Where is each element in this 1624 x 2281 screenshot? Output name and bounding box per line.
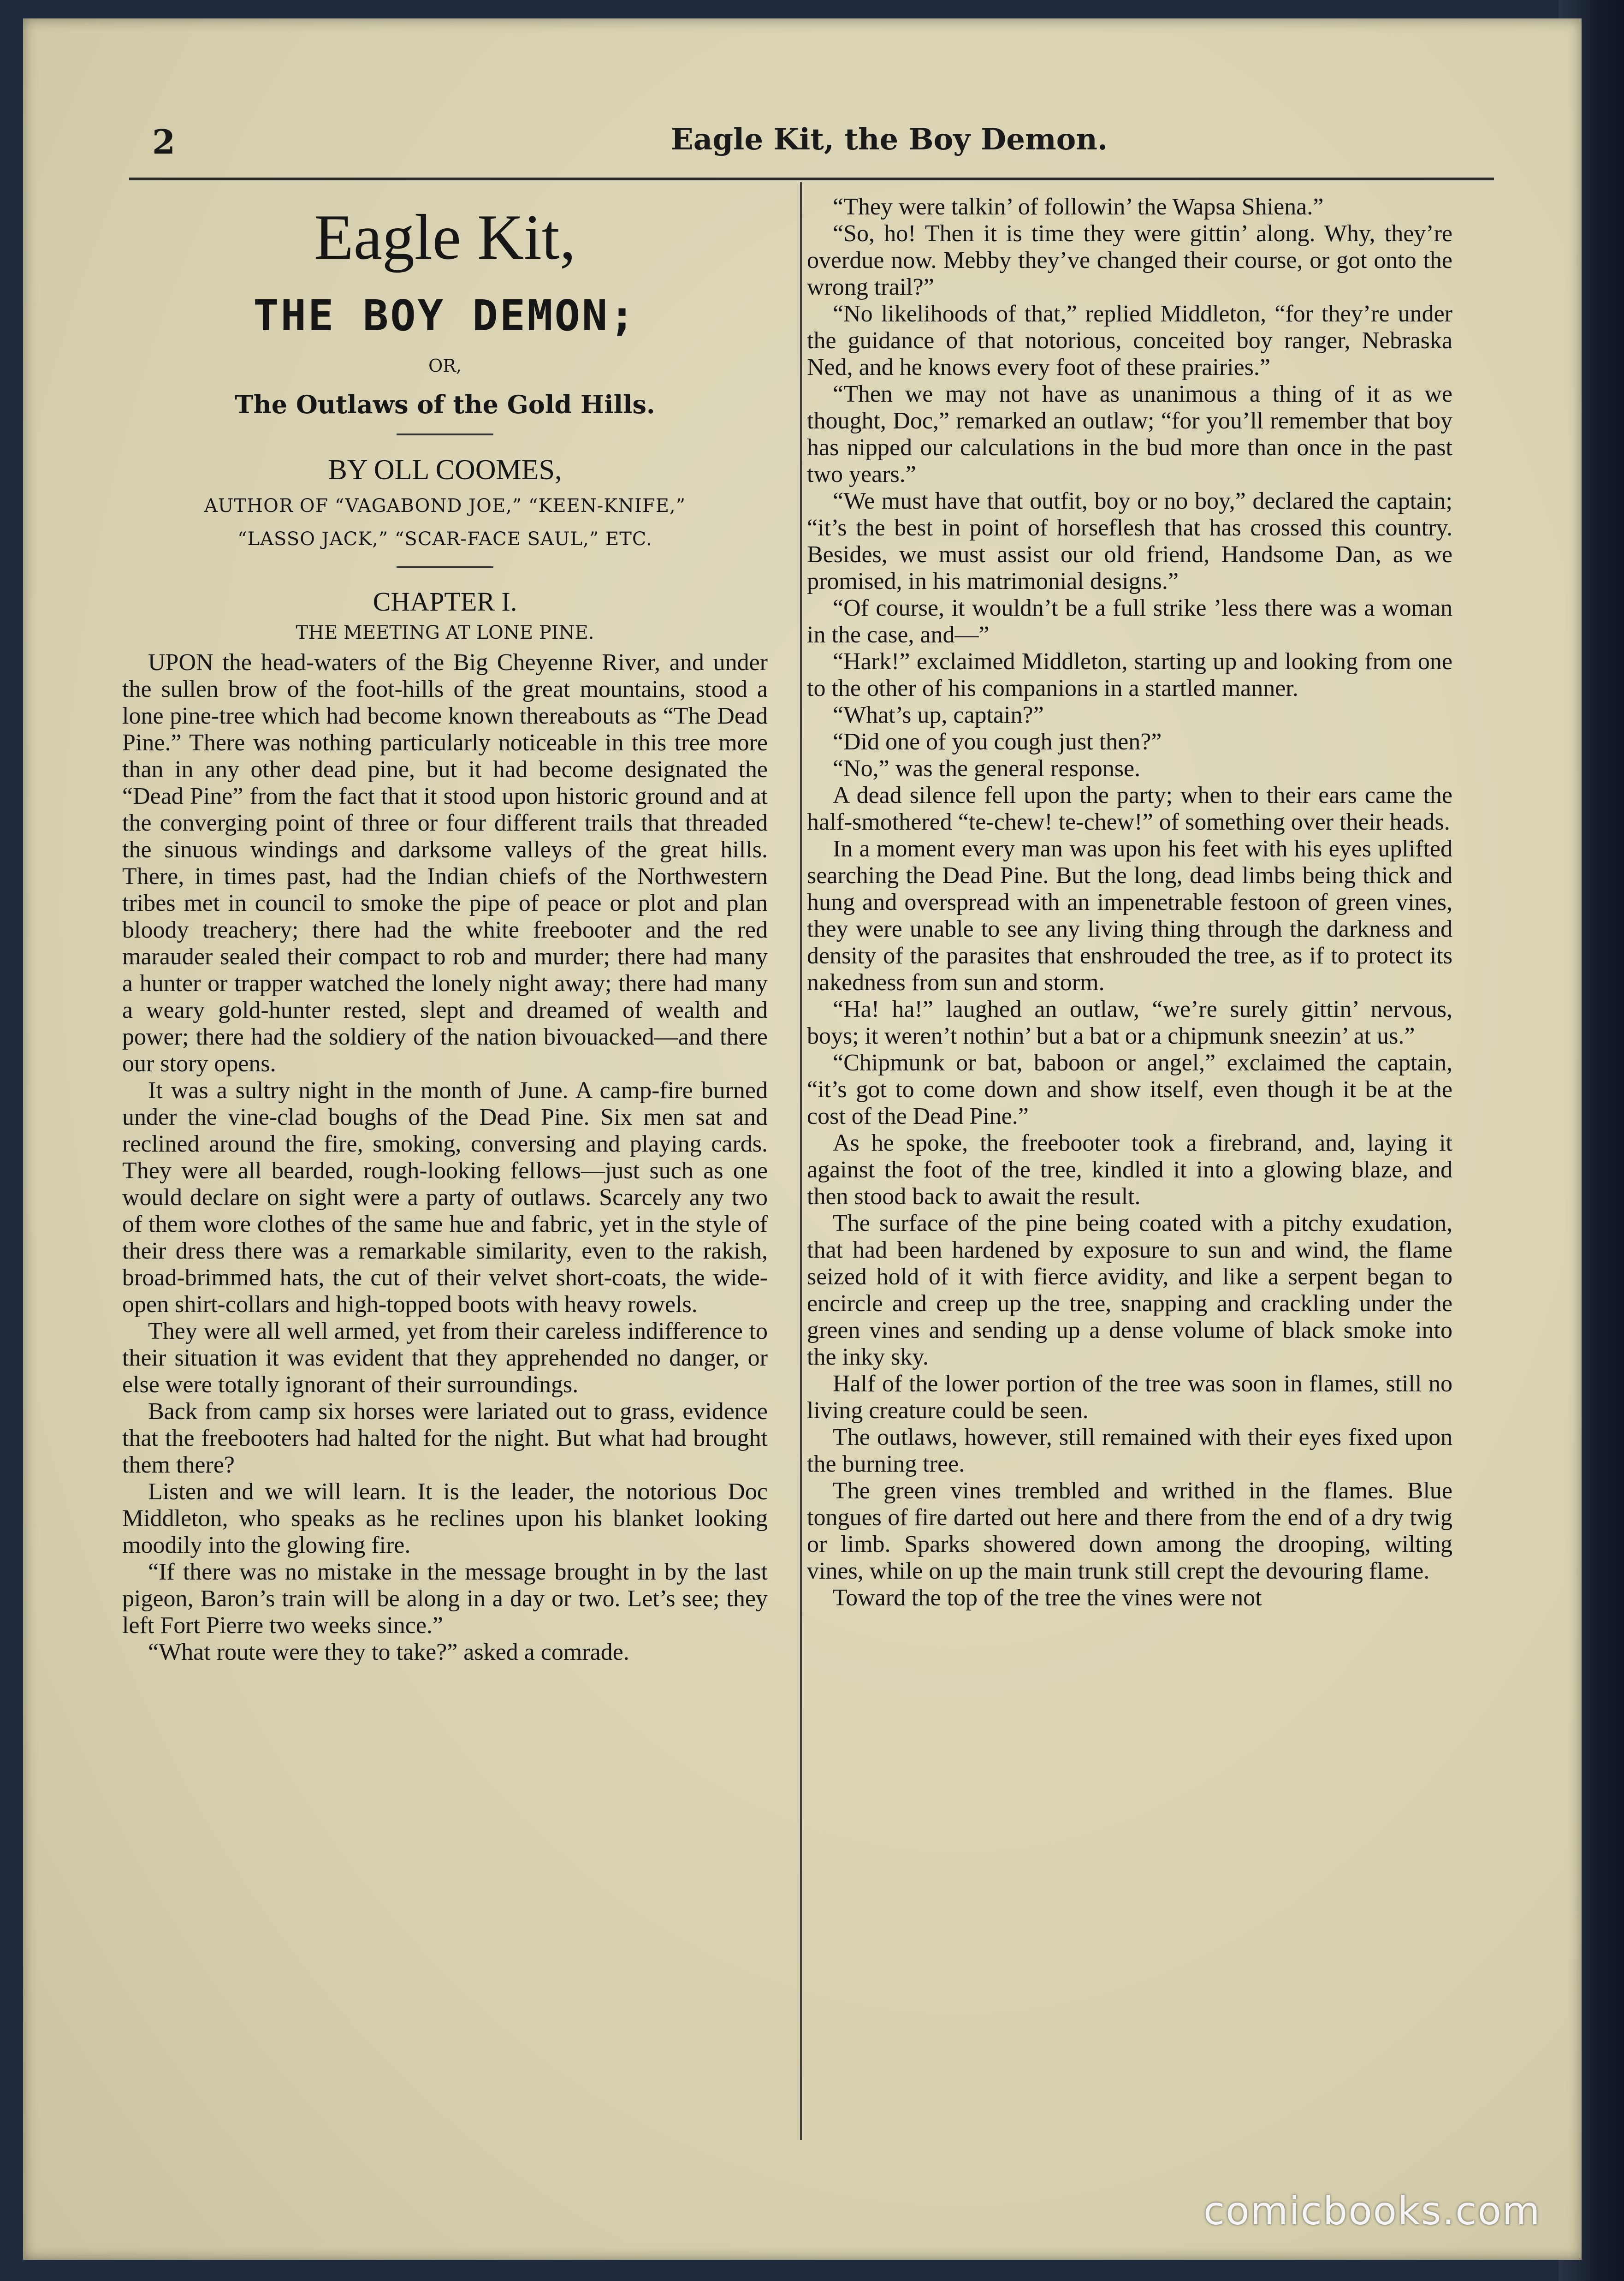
paragraph: “They were talkin’ of followin’ the Wapsa Shiena.”: [833, 194, 1324, 220]
paragraph: “Ha! ha!” laughed an outlaw, “we’re surely gittin’ nervous, boys; it weren’t nothin’ but a bat or a chipmunk sneezin’ at us.”: [807, 996, 1452, 1049]
right-column: [807, 194, 1452, 1611]
column-divider: [800, 182, 802, 2140]
paragraph: “Of course, it wouldn’t be a full strike ’less there was a woman in the case, and—”: [807, 595, 1452, 648]
byline: BY OLL COOMES,: [328, 454, 562, 486]
paragraph: “What’s up, captain?”: [833, 702, 1044, 728]
watermark: comicbooks.com: [1203, 2188, 1541, 2233]
paragraph: The outlaws, however, still remained with their eyes fixed upon the burning tree.: [807, 1424, 1452, 1477]
header-rule: [129, 178, 1494, 180]
page-header: [129, 118, 1494, 168]
alternate-title: The Outlaws of the Gold Hills.: [235, 390, 655, 419]
chapter-heading: CHAPTER I.: [373, 587, 517, 617]
page-number: 2: [152, 122, 176, 161]
story-title: Eagle Kit,: [314, 202, 576, 273]
chapter-title: THE MEETING AT LONE PINE.: [296, 622, 594, 643]
paragraph: “Hark!” exclaimed Middleton, starting up and looking from one to the other of his companions in a startled manner.: [807, 648, 1452, 701]
paragraph: “Then we may not have as unanimous a thing of it as we thought, Doc,” remarked an outlaw; “for you’ll remember that boy has nipped our calculations in the bud more than once in the past two years.”: [807, 381, 1452, 487]
paragraph: The green vines trembled and writhed in the flames. Blue tongues of fire darted out here and there from the end of a dry twig or limb. Sparks showered down among the drooping, wilting vines, while on up the main trunk still crept the devouring flame.: [807, 1478, 1452, 1584]
author-credits-line-2: “LASSO JACK,” “SCAR-FACE SAUL,” ETC.: [237, 529, 652, 550]
paragraph: As he spoke, the freebooter took a firebrand, and, laying it against the foot of the tree, kindled it into a glowing blaze, and then stood back to await the result.: [807, 1130, 1452, 1210]
paragraph: Half of the lower portion of the tree was soon in flames, still no living creature could be seen.: [807, 1371, 1452, 1424]
paragraph: “No,” was the general response.: [833, 755, 1141, 782]
paragraph: “What route were they to take?” asked a comrade.: [148, 1639, 629, 1665]
title-block: [122, 203, 768, 645]
paragraph: “We must have that outfit, boy or no boy,” declared the captain; “it’s the best in point of horseflesh that has crossed this country. Besides, we must assist our old friend, Handsome Dan, as we promised, in his matrimonial designs.”: [807, 488, 1452, 594]
running-title: Eagle Kit, the Boy Demon.: [671, 122, 1108, 157]
paragraph: Listen and we will learn. It is the leader, the notorious Doc Middleton, who speaks as he reclines upon his blanket looking moodily into the glowing fire.: [122, 1479, 768, 1558]
paragraph: Toward the top of the tree the vines were not: [833, 1585, 1262, 1611]
paragraph: A dead silence fell upon the party; when to their ears came the half-smothered “te-chew! te-chew!” of something over their heads.: [807, 782, 1452, 835]
title-or: OR,: [428, 356, 462, 376]
left-column: [122, 194, 768, 1666]
paragraph: “Chipmunk or bat, baboon or angel,” exclaimed the captain, “it’s got to come down and show itself, even though it be at the cost of the Dead Pine.”: [807, 1050, 1452, 1129]
paragraph: “No likelihoods of that,” replied Middleton, “for they’re under the guidance of that notorious, conceited boy ranger, Nebraska Ned, and he knows every foot of these prairies.”: [807, 301, 1452, 380]
paragraph: In a moment every man was upon his feet with his eyes uplifted searching the Dead Pine. But the long, dead limbs being thick and hung and overspread with an impenetrable festoon of green vines, they were unable to see any living thing through the darkness and density of the parasites that enshrouded the tree, as if to protect its nakedness from sun and storm.: [807, 836, 1452, 996]
paragraph: It was a sultry night in the month of June. A camp-fire burned under the vine-clad boughs of the Dead Pine. Six men sat and reclined around the fire, smoking, conversing and playing cards. They were all bearded, rough-looking fellows—just such as one would declare on sight were a party of outlaws. Scarcely any two of them wore clothes of the same hue and fabric, yet in the style of their dress there was a remarkable similarity, even to the rakish, broad-brimmed hats, the cut of their velvet short-coats, the wide-open shirt-collars and high-topped boots with heavy rowels.: [122, 1077, 768, 1318]
byline-rule: [397, 566, 493, 568]
paragraph: “So, ho! Then it is time they were gittin’ along. Why, they’re overdue now. Mebby they’ve changed their course, or got onto the wrong trail?”: [807, 220, 1452, 300]
paragraph: Back from camp six horses were lariated out to grass, evidence that the freebooters had halted for the night. But what had brought them there?: [122, 1398, 768, 1478]
paragraph: UPON the head-waters of the Big Cheyenne River, and under the sullen brow of the foot-hills of the great mountains, stood a lone pine-tree which had become known thereabouts as “The Dead Pine.” There was nothing particularly noticeable in this tree more than in any other dead pine, but it had become designated the “Dead Pine” from the fact that it stood upon historic ground and at the converging point of three or four different trails that threaded the sinuous windings and darksome valleys of the great hills. There, in times past, had the Indian chiefs of the Northwestern tribes met in council to smoke the pipe of peace or plot and plan bloody treachery; there had the white freebooter and the red marauder sealed their compact to rob and murder; there had many a hunter or trapper watched the lonely night away; there had many a weary gold-hunter rested, slept and dreamed of wealth and power; there had the soldiery of the nation bivouacked—and there our story opens.: [122, 649, 768, 1077]
author-credits-line-1: AUTHOR OF “VAGABOND JOE,” “KEEN-KNIFE,”: [204, 495, 686, 517]
paragraph: “Did one of you cough just then?”: [833, 729, 1162, 755]
paragraph: The surface of the pine being coated with a pitchy exudation, that had been hardened by exposure to sun and wind, the flame seized hold of it with fierce avidity, and like a serpent began to encircle and creep up the tree, snapping and crackling under the green vines and sending up a dense volume of black smoke into the inky sky.: [807, 1210, 1452, 1370]
story-subtitle: THE BOY DEMON;: [253, 291, 637, 340]
paragraph: “If there was no mistake in the message brought in by the last pigeon, Baron’s train will be along in a day or two. Let’s see; they left Fort Pierre two weeks since.”: [122, 1559, 768, 1639]
title-rule: [397, 434, 493, 435]
paragraph: They were all well armed, yet from their careless indifference to their situation it was evident that they apprehended no danger, or else were totally ignorant of their surroundings.: [122, 1318, 768, 1398]
